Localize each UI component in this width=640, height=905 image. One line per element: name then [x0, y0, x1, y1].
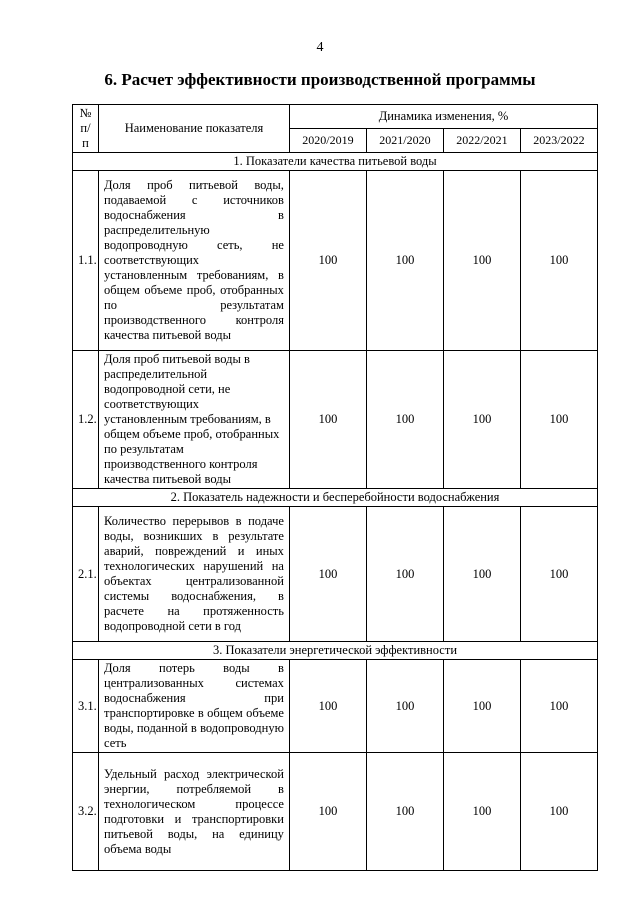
row-indicator-name: Доля проб питьевой воды, подаваемой с источников водоснабжения в распределительную водопроводную сеть, не соответствующих установленным требованиям, в общем объеме проб, отобранных по результатам производственного контроля качества питьевой воды: [99, 171, 290, 351]
row-value: 100: [366, 753, 443, 871]
row-value: 100: [520, 753, 597, 871]
table-row: [73, 507, 598, 642]
header-year: 2022/2021: [443, 129, 520, 153]
row-value: 100: [289, 507, 366, 642]
table-body: [73, 153, 598, 871]
row-value: 100: [366, 660, 443, 753]
section-title: 6. Расчет эффективности производственной программы: [104, 70, 536, 89]
row-value: 100: [289, 753, 366, 871]
row-value: 100: [443, 753, 520, 871]
section-heading: 1. Показатели качества питьевой воды: [73, 153, 598, 171]
row-number: 1.1.: [73, 171, 99, 351]
row-indicator-name: Удельный расход электрической энергии, потребляемой в технологическом процессе подготовки и транспортировки питьевой воды, на единицу объема воды: [99, 753, 290, 871]
row-value: 100: [443, 507, 520, 642]
table-row: [73, 171, 598, 351]
header-year: 2020/2019: [289, 129, 366, 153]
section-heading: 2. Показатель надежности и бесперебойности водоснабжения: [73, 489, 598, 507]
row-value: 100: [289, 660, 366, 753]
row-number: 2.1.: [73, 507, 99, 642]
row-value: 100: [443, 171, 520, 351]
row-value: 100: [520, 507, 597, 642]
table-row: [73, 753, 598, 871]
row-value: 100: [520, 351, 597, 489]
row-indicator-name: Количество перерывов в подаче воды, возникших в результате аварий, повреждений и иных технологических нарушений на объектах централизованной системы водоснабжения, в расчете на протяженность водопроводной сети в год: [99, 507, 290, 642]
header-year: 2023/2022: [520, 129, 597, 153]
row-value: 100: [289, 171, 366, 351]
row-indicator-name: Доля проб питьевой воды в распределительной водопроводной сети, не соответствующих установленным требованиям, в общем объеме проб, отобранных по результатам производственного контроля качества питьевой воды: [99, 351, 290, 489]
section-heading: 3. Показатели энергетической эффективности: [73, 642, 598, 660]
row-value: 100: [443, 660, 520, 753]
row-value: 100: [520, 660, 597, 753]
row-value: 100: [366, 507, 443, 642]
row-value: 100: [443, 351, 520, 489]
row-number: 3.2.: [73, 753, 99, 871]
header-num: № п/п: [73, 105, 99, 153]
table-row: [73, 351, 598, 489]
header-year: 2021/2020: [366, 129, 443, 153]
table-row: [73, 660, 598, 753]
row-value: 100: [289, 351, 366, 489]
header-dynamics: Динамика изменения, %: [289, 105, 597, 129]
row-number: 3.1.: [73, 660, 99, 753]
row-number: 1.2.: [73, 351, 99, 489]
page-number: 4: [316, 40, 324, 55]
header-name: Наименование показателя: [99, 105, 290, 153]
row-value: 100: [366, 171, 443, 351]
row-indicator-name: Доля потерь воды в централизованных системах водоснабжения при транспортировке в общем объеме воды, поданной в водопроводную сеть: [99, 660, 290, 753]
row-value: 100: [520, 171, 597, 351]
efficiency-table: [72, 104, 598, 871]
table-header: [73, 105, 598, 153]
row-value: 100: [366, 351, 443, 489]
